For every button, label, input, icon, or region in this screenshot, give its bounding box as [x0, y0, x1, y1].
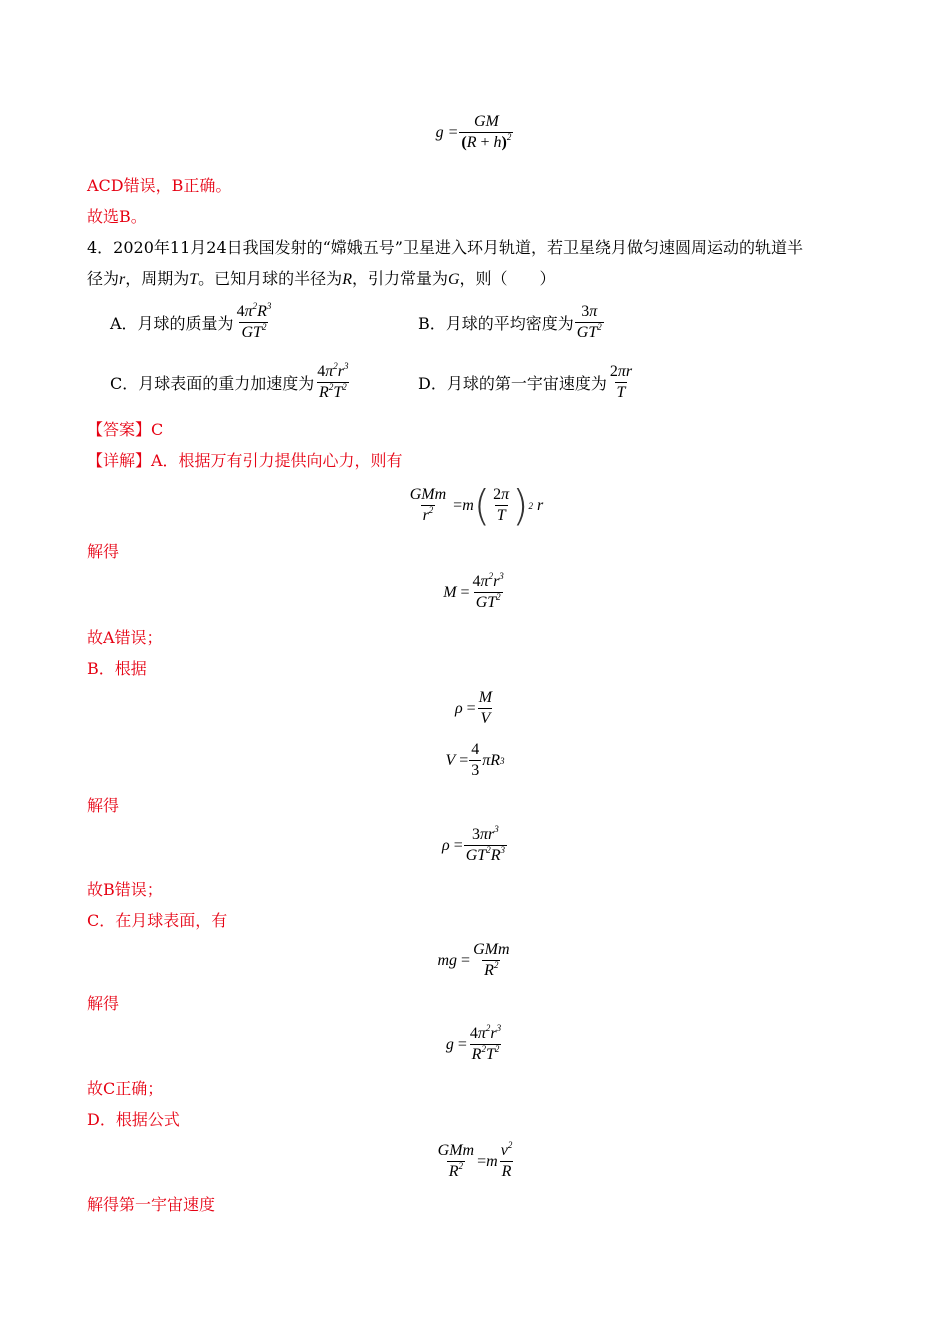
- equation-first-cosmic: $\frac{\text{GMm}}{R^2}$ = m $\frac{v^2}{R}$: [437, 1140, 513, 1180]
- equation-mass: M = $\frac{4\pi^2r^3}{GT^2}$: [443, 571, 504, 611]
- text-solve-3: 解得: [87, 994, 120, 1013]
- equation-g-orbit: g = $\frac{GM}{(R + h)^2}$: [435, 113, 512, 151]
- equation-surface-gravity: mg = $\frac{\text{GMm}}{R^2}$: [437, 941, 510, 979]
- question-4-line2: 径为r，周期为T。已知月球的半径为R，引力常量为G，则（ ）: [87, 269, 556, 288]
- equation-gravity-centripetal: $\frac{\text{GMm}}{r^2}$ = m ( $\frac{2\pi}{T}$ ) 2 r: [409, 480, 544, 530]
- equation-density-def: ρ = $\frac{M}{V}$: [454, 689, 493, 727]
- detail-a-intro: 【详解】A．根据万有引力提供向心力，则有: [87, 451, 403, 470]
- equation-g-surface: g = $\frac{4\pi^2r^3}{R^2T^2}$: [445, 1023, 502, 1063]
- option-a[interactable]: A．月球的质量为 $\frac{4\pi^2R^3}{GT^2}$: [110, 301, 272, 341]
- text-a-wrong: 故A错误；: [87, 628, 163, 647]
- text-choose-b: 故选B。: [87, 207, 147, 226]
- question-4-line1: 4．2020年11月24日我国发射的“嫦娥五号”卫星进入环月轨道，若卫星绕月做匀速圆周运动的轨道半: [87, 238, 803, 257]
- option-d[interactable]: D．月球的第一宇宙速度为 $\frac{2\pi r}{T}$: [418, 363, 633, 401]
- option-b[interactable]: B．月球的平均密度为 $\frac{3\pi}{GT^2}$: [418, 303, 602, 341]
- option-c[interactable]: C．月球表面的重力加速度为 $\frac{4\pi^2r^3}{R^2T^2}$: [110, 361, 349, 401]
- equation-volume: V = $\frac{4}{3}$ πR 3: [445, 741, 505, 779]
- text-solve-4: 解得第一宇宙速度: [87, 1195, 216, 1214]
- answer-label: 【答案】C: [87, 420, 164, 439]
- text-b-basis: B．根据: [87, 659, 147, 678]
- text-solve-1: 解得: [87, 542, 120, 561]
- text-b-wrong: 故B错误；: [87, 880, 163, 899]
- text-solve-2: 解得: [87, 796, 120, 815]
- equation-density: ρ = $\frac{3\pi r^3}{GT^2R^3}$: [442, 824, 505, 864]
- text-d-basis: D．根据公式: [87, 1110, 180, 1129]
- text-c-surface: C．在月球表面，有: [87, 911, 228, 930]
- text-acd-wrong: ACD错误，B正确。: [87, 176, 232, 195]
- text-c-right: 故C正确；: [87, 1079, 164, 1098]
